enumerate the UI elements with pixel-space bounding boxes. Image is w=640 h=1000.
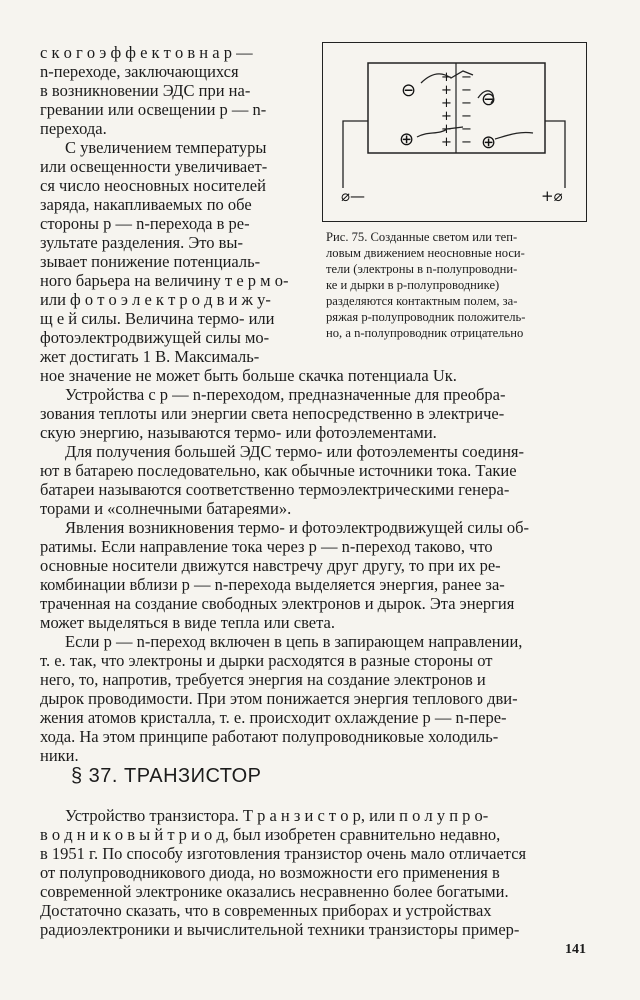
body-line: Для получения большей ЭДС термо- или фотоэлементы соединя-	[65, 442, 525, 461]
caption-line: разделяются контактным полем, за-	[326, 294, 518, 308]
body-line: Если p — n-переход включен в цепь в запирающем направлении,	[65, 632, 523, 651]
minus-sign: −	[461, 70, 472, 85]
section-line: в 1951 г. По способу изготовления транзистор очень мало отличается	[40, 844, 527, 863]
section-line: современной электронике оказались несравненно более богатыми.	[40, 882, 509, 901]
left-line: стороны p — n-перехода в ре-	[40, 214, 250, 233]
caption-line: ловым движением неосновные носи-	[326, 246, 525, 260]
pn-junction-diagram	[323, 43, 585, 220]
section-line: в о д н и к о в ы й т р и о д, был изобретен сравнительно недавно,	[40, 825, 501, 844]
body-line: скую энергию, называются термо- или фотоэлементами.	[40, 423, 437, 442]
section-line: Устройство транзистора. Т р а н з и с т о р, или п о л у п р о-	[65, 806, 489, 825]
caption-line: ке и дырки в p-полупроводнике)	[326, 278, 500, 292]
left-line: n-переходе, заключающихся	[40, 62, 239, 81]
body-line: основные носители движутся навстречу друг другу, то при их ре-	[40, 556, 501, 575]
hole-symbol: ⊕	[399, 129, 415, 150]
body-line: Устройства с p — n-переходом, предназначенные для преобра-	[65, 385, 506, 404]
minus-sign: −	[461, 109, 472, 124]
body-line: может выделяться в виде тепла или света.	[40, 613, 335, 632]
body-line: комбинации вблизи p — n-перехода выделяется энергия, ранее за-	[40, 575, 505, 594]
electron-symbol: ⊖	[481, 89, 497, 110]
left-wire	[343, 121, 368, 188]
left-line: или ф о т о э л е к т р о д в и ж у-	[40, 290, 271, 309]
body-line: ратимы. Если направление тока через p — n-переход таково, что	[40, 537, 493, 556]
left-line: в возникновении ЭДС при на-	[40, 81, 251, 100]
body-line: него, то, напротив, требуется энергия на создание электронов и	[40, 670, 486, 689]
left-line: щ е й силы. Величина термо- или	[40, 309, 275, 328]
plus-sign: +	[441, 109, 452, 124]
body-line: торами и «солнечными батареями».	[40, 499, 292, 518]
body-line: траченная на создание свободных электронов и дырок. Эта энергия	[40, 594, 515, 613]
left-line: зывает понижение потенциаль-	[40, 252, 261, 271]
body-line: дырок проводимости. При этом понижается энергия теплового дви-	[40, 689, 518, 708]
body-line: зования теплоты или энергии света непосредственно в электриче-	[40, 404, 505, 423]
section-line: от полупроводникового диода, но возможности его применения в	[40, 863, 500, 882]
minus-sign: −	[461, 135, 472, 150]
minus-sign: −	[461, 122, 472, 137]
plus-sign: +	[441, 83, 452, 98]
minus-sign: −	[461, 96, 472, 111]
page-number: 141	[565, 942, 586, 957]
body-line: батареи называются соответственно термоэлектрическими генера-	[40, 480, 510, 499]
caption-line: тели (электроны в n-полупроводни-	[326, 262, 518, 276]
left-line: перехода.	[40, 119, 107, 138]
right-wire	[545, 121, 565, 188]
left-line: жет достигать 1 В. Максималь-	[40, 347, 260, 366]
body-line: т. е. так, что электроны и дырки расходятся в разные стороны от	[40, 651, 493, 670]
electron-symbol: ⊖	[401, 80, 417, 101]
body-line: ники.	[40, 746, 79, 765]
plus-sign: +	[441, 96, 452, 111]
left-line: с к о г о э ф ф е к т о в н а p —	[40, 43, 253, 62]
section-line: Достаточно сказать, что в современных приборах и устройствах	[40, 901, 492, 920]
left-line: фотоэлектродвижущей силы мо-	[40, 328, 270, 347]
left-line: заряда, накапливаемых по обе	[40, 195, 252, 214]
body-line: ное значение не может быть больше скачка потенциала Uк.	[40, 366, 457, 385]
left-line: ного барьера на величину т е р м о-	[40, 271, 289, 290]
figure-75	[322, 42, 587, 222]
body-line: хода. На этом принципе работают полупроводниковые холодиль-	[40, 727, 499, 746]
body-line: жения атомов кристалла, т. е. происходит охлаждение p — n-пере-	[40, 708, 507, 727]
body-line: ют в батарею последовательно, как обычные источники тока. Такие	[40, 461, 517, 480]
minus-terminal: ⌀—	[341, 187, 366, 205]
hole-track-right	[495, 132, 533, 139]
caption-line: Рис. 75. Созданные светом или теп-	[326, 230, 518, 244]
plus-sign: +	[441, 122, 452, 137]
body-line: Явления возникновения термо- и фотоэлектродвижущей силы об-	[65, 518, 530, 537]
plus-sign: +	[441, 135, 452, 150]
left-line: С увеличением температуры	[65, 138, 267, 157]
section-heading: § 37. ТРАНЗИСТОР	[71, 765, 262, 787]
left-line: ся число неосновных носителей	[40, 176, 266, 195]
plus-sign: +	[441, 70, 452, 85]
section-line: радиоэлектроники и вычислительной техники транзисторы пример-	[40, 920, 520, 939]
left-line: гревании или освещении p — n-	[40, 100, 267, 119]
plus-terminal: +⌀	[541, 187, 563, 205]
left-line: зультате разделения. Это вы-	[40, 233, 243, 252]
hole-symbol: ⊕	[481, 132, 497, 153]
caption-line: но, а n-полупроводник отрицательно	[326, 326, 524, 340]
caption-line: ряжая p-полупроводник положитель-	[326, 310, 526, 324]
minus-sign: −	[461, 83, 472, 98]
left-line: или освещенности увеличивает-	[40, 157, 268, 176]
